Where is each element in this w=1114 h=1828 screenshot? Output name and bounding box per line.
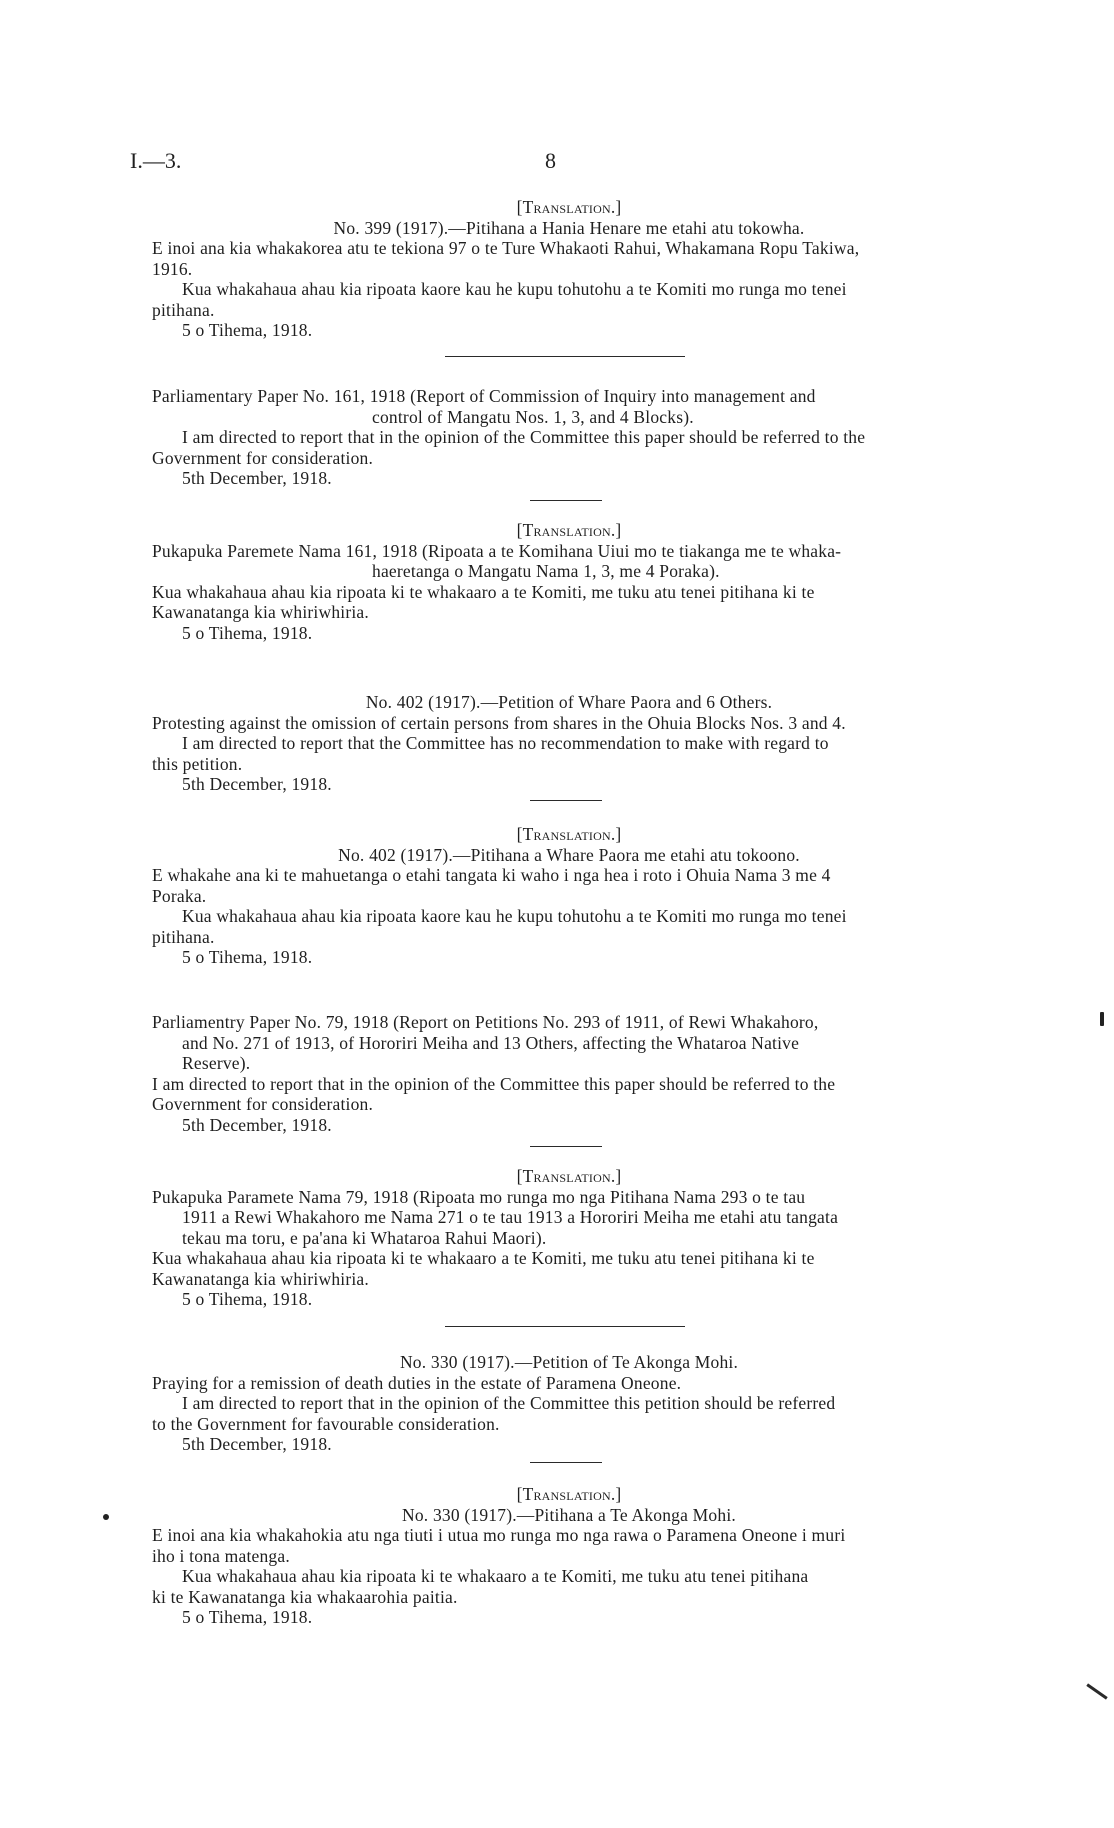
date-line: 5th December, 1918. <box>182 1434 332 1454</box>
date-line: 5 o Tihema, 1918. <box>182 320 313 340</box>
body-line: ki te Kawanatanga kia whakaarohia paitia. <box>152 1586 458 1607</box>
petition-402-translation <box>152 824 986 968</box>
body-line: 1916. <box>152 258 193 279</box>
section-title: No. 330 (1917).—Pitihana a Te Akonga Mohi. <box>402 1504 736 1525</box>
body-line: Kawanatanga kia whiriwhiria. <box>152 602 369 622</box>
scan-speck <box>1100 1012 1104 1026</box>
body-line: Praying for a remission of death duties in the estate of Paramena Oneone. <box>152 1372 682 1393</box>
section-divider <box>445 356 685 357</box>
date-line: 5 o Tihema, 1918. <box>182 622 313 643</box>
section-title: No. 402 (1917).—Petition of Whare Paora and 6 Others. <box>365 692 773 712</box>
body-line: Kua whakahaua ahau kia ripoata kaore kau he kupu tohutohu a te Komiti mo runga mo tenei <box>182 279 847 299</box>
date-line: 5 o Tihema, 1918. <box>182 1607 313 1627</box>
body-line: to the Government for favourable consideration. <box>152 1413 500 1434</box>
petition-399-translation <box>152 197 986 341</box>
date-line: 5 o Tihema, 1918. <box>182 1289 313 1309</box>
parliamentary-paper-79 <box>152 1012 986 1135</box>
section-divider <box>530 800 602 801</box>
body-line: Government for consideration. <box>152 447 374 468</box>
translation-label: [Translation.] <box>516 1166 622 1186</box>
scan-speck <box>103 1514 109 1520</box>
section-title: Reserve). <box>182 1053 251 1073</box>
translation-label: [Translation.] <box>516 197 622 217</box>
body-line: I am directed to report that in the opinion of the Committee this paper should be referred to the <box>182 427 866 447</box>
body-line: Poraka. <box>152 885 207 906</box>
body-line: Kua whakahaua ahau kia ripoata kaore kau he kupu tohutohu a te Komiti mo runga mo tenei <box>182 906 847 926</box>
date-line: 5th December, 1918. <box>182 774 332 794</box>
section-title: 1911 a Rewi Whakahoro me Nama 271 o te tau 1913 a Hororiri Meiha me etahi atu tangata <box>182 1207 839 1227</box>
body-line: Government for consideration. <box>152 1094 374 1114</box>
body-line: pitihana. <box>152 926 215 947</box>
section-divider <box>530 500 602 501</box>
body-line: Kua whakahaua ahau kia ripoata ki te whakaaro a te Komiti, me tuku atu tenei pitihana ki te <box>152 581 815 602</box>
body-line: I am directed to report that the Committee has no recommendation to make with regard to <box>182 733 829 753</box>
scan-speck <box>1086 1683 1107 1699</box>
date-line: 5 o Tihema, 1918. <box>182 947 313 967</box>
section-title: No. 330 (1917).—Petition of Te Akonga Mohi. <box>399 1352 739 1372</box>
body-line: E inoi ana kia whakakorea atu te tekiona 97 o te Ture Whakaoti Rahui, Whakamana Ropu Takiwa, <box>152 238 860 258</box>
translation-label: [Translation.] <box>516 520 622 540</box>
body-line: Kawanatanga kia whiriwhiria. <box>152 1268 369 1289</box>
body-line: Protesting against the omission of certain persons from shares in the Ohuia Blocks Nos. 3 and 4. <box>152 712 846 733</box>
section-title: Parliamentry Paper No. 79, 1918 (Report on Petitions No. 293 of 1911, of Rewi Whakahoro, <box>152 1012 819 1032</box>
translation-label: [Translation.] <box>516 1484 622 1504</box>
section-divider <box>445 1326 685 1327</box>
translation-label: [Translation.] <box>516 824 622 844</box>
body-line: I am directed to report that in the opinion of the Committee this petition should be referred <box>182 1393 836 1413</box>
parliamentary-paper-161 <box>152 386 986 489</box>
section-title: Pukapuka Paramete Nama 79, 1918 (Ripoata mo runga mo nga Pitihana Nama 293 o te tau <box>152 1186 806 1207</box>
date-line: 5th December, 1918. <box>182 468 332 488</box>
series-number: I.—3. <box>130 148 182 173</box>
section-title: and No. 271 of 1913, of Hororiri Meiha and 13 Others, affecting the Whataroa Native <box>182 1032 800 1053</box>
petition-402 <box>152 692 986 795</box>
section-title: Pukapuka Paremete Nama 161, 1918 (Ripoata a te Komihana Uiui mo te tiakanga me te whaka- <box>152 540 842 561</box>
section-title: Parliamentary Paper No. 161, 1918 (Report of Commission of Inquiry into management and <box>152 386 816 406</box>
section-divider <box>530 1462 602 1463</box>
petition-330-translation <box>152 1484 986 1628</box>
parliamentary-paper-161-translation <box>152 520 986 643</box>
parliamentary-paper-79-translation <box>152 1166 986 1310</box>
body-line: E whakahe ana ki te mahuetanga o etahi tangata ki waho i nga hea i roto i Ohuia Nama 3 me 4 <box>152 865 831 885</box>
body-line: this petition. <box>152 753 243 774</box>
body-line: I am directed to report that in the opinion of the Committee this paper should be referred to the <box>152 1073 836 1094</box>
section-title: No. 399 (1917).—Pitihana a Hania Henare me etahi atu tokowha. <box>333 217 805 238</box>
date-line: 5th December, 1918. <box>182 1114 332 1135</box>
section-title: tekau ma toru, e pa'ana ki Whataroa Rahui Maori). <box>182 1227 547 1248</box>
section-title: haeretanga o Mangatu Nama 1, 3, me 4 Poraka). <box>372 561 720 581</box>
section-divider <box>530 1146 602 1147</box>
section-title: No. 402 (1917).—Pitihana a Whare Paora me etahi atu tokoono. <box>338 844 800 865</box>
petition-330 <box>152 1352 986 1455</box>
page-number: 8 <box>545 148 556 173</box>
body-line: Kua whakahaua ahau kia ripoata ki te whakaaro a te Komiti, me tuku atu tenei pitihana <box>182 1566 809 1586</box>
body-line: pitihana. <box>152 299 215 320</box>
section-title: control of Mangatu Nos. 1, 3, and 4 Blocks). <box>372 406 694 427</box>
body-line: Kua whakahaua ahau kia ripoata ki te whakaaro a te Komiti, me tuku atu tenei pitihana ki te <box>152 1248 815 1268</box>
body-line: E inoi ana kia whakahokia atu nga tiuti i utua mo runga mo nga rawa o Paramena Oneone i muri <box>152 1525 846 1545</box>
body-line: iho i tona matenga. <box>152 1545 290 1566</box>
